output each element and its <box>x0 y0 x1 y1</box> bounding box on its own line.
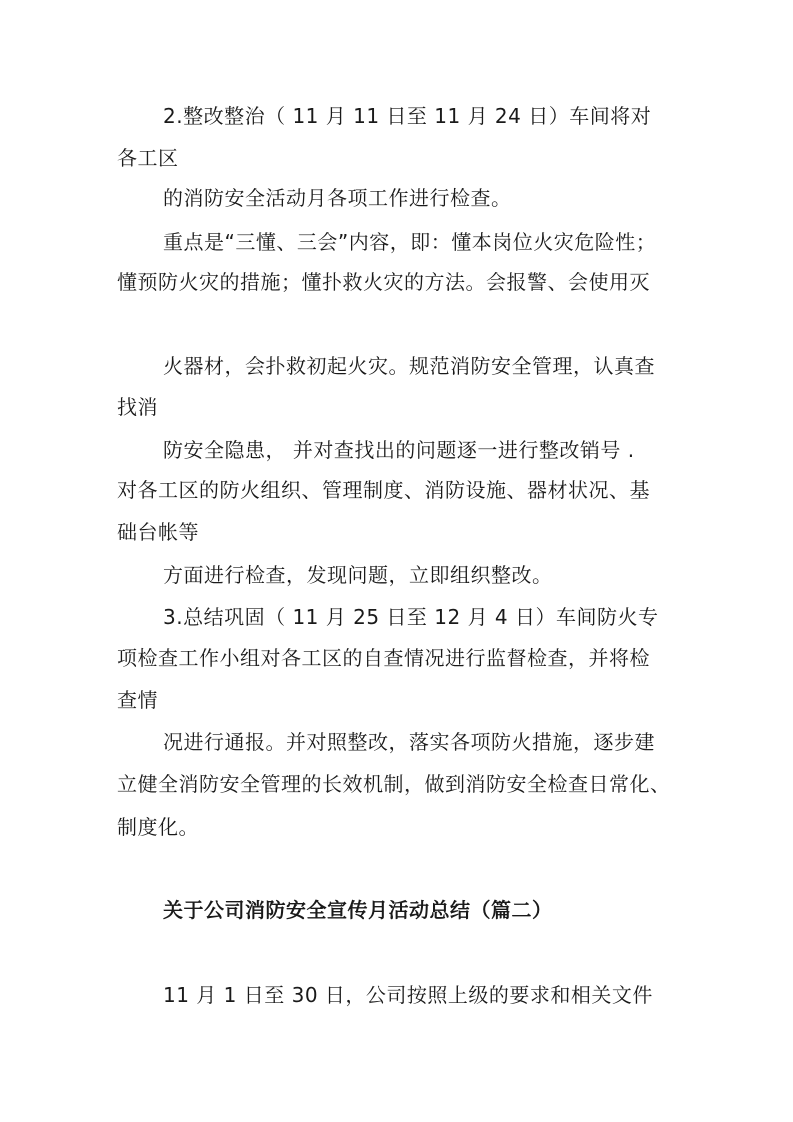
paragraph-line: 防安全隐患， 并对查找出的问题逐一进行整改销号 . <box>163 438 635 462</box>
paragraph-line: 11 月 1 日至 30 日，公司按照上级的要求和相关文件 <box>163 983 653 1007</box>
paragraph-line: 制度化。 <box>117 815 199 839</box>
section-heading: 关于公司消防安全宣传月活动总结（篇二） <box>163 898 553 922</box>
paragraph-line: 各工区 <box>117 146 179 170</box>
paragraph-line: 方面进行检查，发现问题，立即组织整改。 <box>163 563 553 587</box>
paragraph-line: 懂预防火灾的措施；懂扑救火灾的方法。会报警、会使用灭 <box>117 270 650 294</box>
paragraph-line: 火器材，会扑救初起火灾。规范消防安全管理，认真查 <box>163 354 655 378</box>
paragraph-line: 3.总结巩固（ 11 月 25 日至 12 月 4 日）车间防火专 <box>163 605 659 629</box>
paragraph-line: 的消防安全活动月各项工作进行检查。 <box>163 186 512 210</box>
paragraph-line: 对各工区的防火组织、管理制度、消防设施、器材状况、基 <box>117 478 650 502</box>
paragraph-line: 项检查工作小组对各工区的自查情况进行监督检查，并将检 <box>117 646 650 670</box>
paragraph-line: 找消 <box>117 395 158 419</box>
paragraph-line: 查情 <box>117 688 158 712</box>
paragraph-line: 2.整改整治（ 11 月 11 日至 11 月 24 日）车间将对 <box>163 104 652 128</box>
paragraph-line: 重点是“三懂、三会”内容，即：懂本岗位火灾危险性； <box>163 230 657 254</box>
paragraph-line: 立健全消防安全管理的长效机制，做到消防安全检查日常化、 <box>117 772 671 796</box>
paragraph-line: 础台帐等 <box>117 520 199 544</box>
paragraph-line: 况进行通报。并对照整改，落实各项防火措施，逐步建 <box>163 730 655 754</box>
